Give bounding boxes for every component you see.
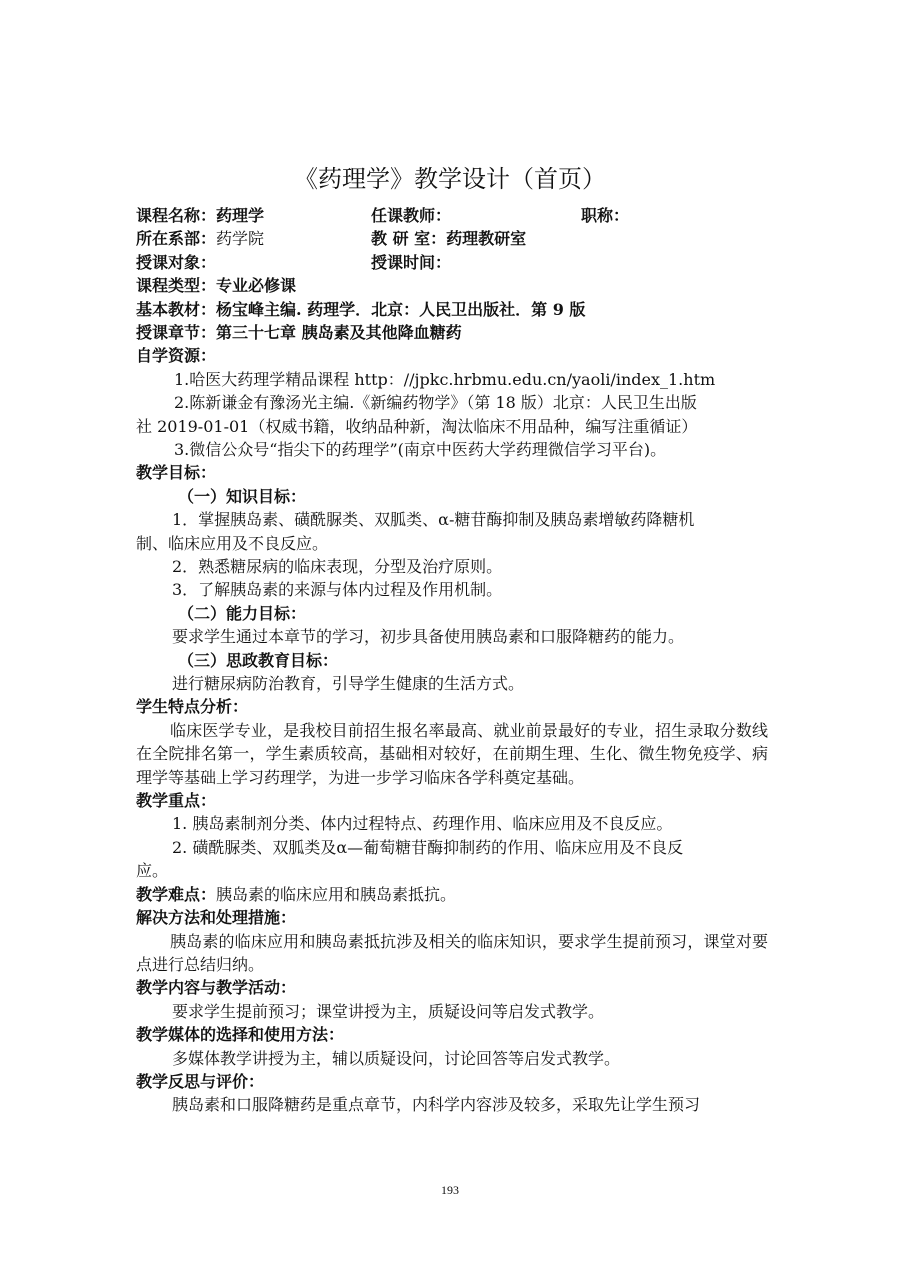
field-row-course bbox=[136, 204, 768, 227]
dept-label: 所在系部： bbox=[136, 229, 217, 249]
activities-heading: 教学内容与教学活动： bbox=[136, 978, 297, 998]
time-label: 授课时间： bbox=[371, 252, 452, 272]
difficulty-row bbox=[136, 883, 768, 906]
ideology-goals-text: 进行糖尿病防治教育，引导学生健康的生活方式。 bbox=[172, 674, 525, 694]
resources-heading: 自学资源： bbox=[136, 346, 217, 366]
field-row-dept bbox=[136, 227, 768, 250]
office-label: 教 研 室： bbox=[371, 229, 447, 249]
key-point-2-line-2: 应。 bbox=[136, 861, 169, 881]
resource-item-2-line-2: 社 2019-01-01（权威书籍，收纳品种新，淘汰临床不用品种，编写注重循证） bbox=[136, 416, 698, 436]
difficulty-text: 胰岛素的临床应用和胰岛素抵抗。 bbox=[216, 884, 457, 904]
textbook-label: 基本教材： bbox=[136, 299, 217, 319]
audience-label: 授课对象： bbox=[136, 252, 217, 272]
knowledge-goal-1-line-1: 1．掌握胰岛素、磺酰脲类、双胍类、α-糖苷酶抑制及胰岛素增敏药降糖机 bbox=[172, 510, 695, 530]
reflection-heading: 教学反思与评价： bbox=[136, 1071, 265, 1091]
field-row-audience bbox=[136, 251, 768, 274]
field-row-textbook bbox=[136, 298, 768, 321]
title-label: 职称： bbox=[581, 206, 630, 225]
resource-item-1: 1.哈医大药理学精品课程 http：//jpkc.hrbmu.edu.cn/yaoli/index_1.htm bbox=[174, 369, 716, 389]
knowledge-goal-3: 3．了解胰岛素的来源与体内过程及作用机制。 bbox=[172, 580, 503, 600]
solutions-text: 胰岛素的临床应用和胰岛素抵抗涉及相关的临床知识，要求学生提前预习，课堂对要点进行总结归纳。 bbox=[136, 931, 768, 974]
chapter-label: 授课章节： bbox=[136, 322, 217, 342]
course-type-value: 专业必修课 bbox=[216, 276, 297, 296]
key-point-1: 1. 胰岛素制剂分类、体内过程特点、药理作用、临床应用及不良反应。 bbox=[172, 814, 673, 834]
course-name-label: 课程名称： bbox=[136, 206, 217, 225]
media-heading: 教学媒体的选择和使用方法： bbox=[136, 1025, 345, 1045]
goals-heading: 教学目标： bbox=[136, 463, 217, 483]
field-row-course-type bbox=[136, 274, 768, 297]
ability-goals-heading: （二）能力目标： bbox=[178, 603, 307, 623]
students-heading: 学生特点分析： bbox=[136, 697, 249, 717]
office-value: 药理教研室 bbox=[446, 229, 527, 249]
difficulty-heading: 教学难点： bbox=[136, 884, 217, 904]
knowledge-goals-heading: （一）知识目标： bbox=[178, 486, 307, 506]
knowledge-goal-2: 2．熟悉糖尿病的临床表现，分型及治疗原则。 bbox=[172, 557, 503, 576]
resource-item-3: 3.微信公众号“指尖下的药理学”(南京中医药大学药理微信学习平台)。 bbox=[174, 439, 667, 459]
students-text: 临床医学专业，是我校目前招生报名率最高、就业前景最好的专业，招生录取分数线在全院排名第一，学生素质较高，基础相对较好，在前期生理、生化、微生物免疫学、病理学等基础上学习药理学，为进一步学习临床各学科奠定基础。 bbox=[136, 720, 768, 787]
field-row-chapter bbox=[136, 321, 768, 344]
reflection-text: 胰岛素和口服降糖药是重点章节，内科学内容涉及较多，采取先让学生预习 bbox=[172, 1095, 701, 1115]
knowledge-goal-1-line-2: 制、临床应用及不良反应。 bbox=[136, 533, 329, 553]
dept-value: 药学院 bbox=[216, 229, 265, 249]
key-points-heading: 教学重点： bbox=[136, 791, 217, 811]
ideology-goals-heading: （三）思政教育目标： bbox=[178, 650, 339, 670]
ability-goals-text: 要求学生通过本章节的学习，初步具备使用胰岛素和口服降糖药的能力。 bbox=[172, 627, 685, 647]
media-text: 多媒体教学讲授为主，辅以质疑设问，讨论回答等启发式教学。 bbox=[172, 1048, 621, 1068]
textbook-value: 杨宝峰主编. 药理学．北京：人民卫出版社．第 9 版 bbox=[216, 299, 586, 319]
page-number: 193 bbox=[441, 1183, 459, 1197]
resource-item-2-line-1: 2.陈新谦金有豫汤光主编.《新编药物学》（第 18 版）北京：人民卫生出版 bbox=[174, 393, 697, 413]
document-title: 《药理学》教学设计（首页） bbox=[294, 165, 606, 193]
course-type-label: 课程类型： bbox=[136, 276, 217, 296]
document-body bbox=[136, 204, 768, 1117]
chapter-value: 第三十七章 胰岛素及其他降血糖药 bbox=[216, 322, 462, 342]
course-name-value: 药理学 bbox=[216, 206, 265, 225]
teacher-label: 任课教师： bbox=[371, 206, 452, 225]
key-point-2-line-1: 2. 磺酰脲类、双胍类及α—葡萄糖苷酶抑制药的作用、临床应用及不良反 bbox=[172, 837, 684, 857]
solutions-heading: 解决方法和处理措施： bbox=[136, 908, 297, 928]
activities-text: 要求学生提前预习；课堂讲授为主，质疑设问等启发式教学。 bbox=[172, 1001, 605, 1021]
